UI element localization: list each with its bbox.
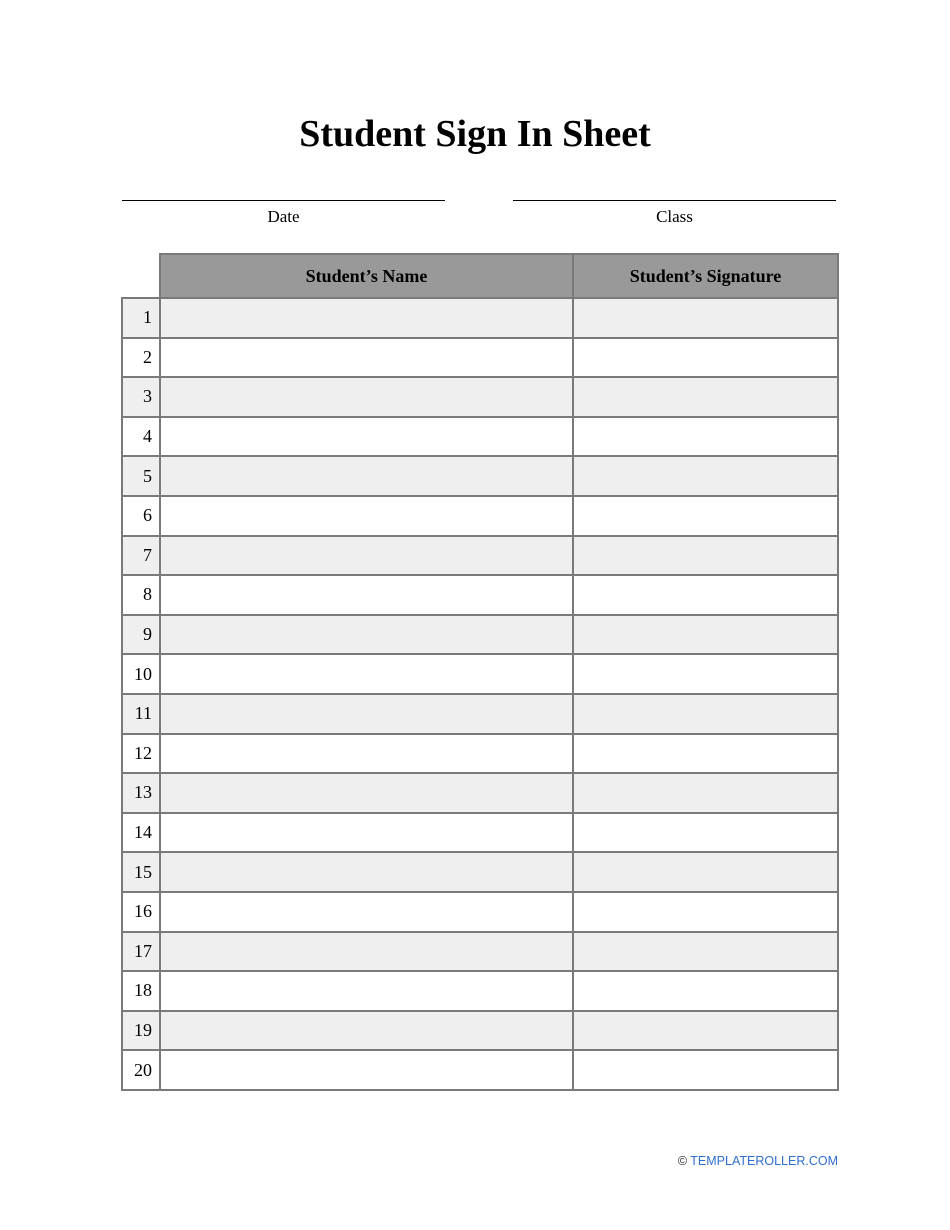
student-signature-cell[interactable] [573,892,838,932]
row-number: 15 [122,852,160,892]
class-field[interactable] [513,200,836,227]
student-signature-cell[interactable] [573,932,838,972]
class-underline[interactable] [513,200,836,201]
table-row [122,813,838,853]
student-name-cell[interactable] [160,615,573,655]
row-number: 4 [122,417,160,457]
row-number: 1 [122,298,160,338]
row-number: 8 [122,575,160,615]
student-signature-cell[interactable] [573,536,838,576]
student-name-cell[interactable] [160,734,573,774]
footer-credit [678,1154,838,1168]
student-name-cell[interactable] [160,496,573,536]
student-signature-cell[interactable] [573,496,838,536]
table-row [122,298,838,338]
student-signature-cell[interactable] [573,694,838,734]
student-name-cell[interactable] [160,694,573,734]
sign-in-table [121,253,839,1091]
student-signature-cell[interactable] [573,377,838,417]
student-signature-cell[interactable] [573,654,838,694]
row-number: 12 [122,734,160,774]
student-signature-cell[interactable] [573,615,838,655]
student-name-cell[interactable] [160,377,573,417]
row-number: 20 [122,1050,160,1090]
student-signature-cell[interactable] [573,734,838,774]
student-name-cell[interactable] [160,298,573,338]
student-signature-cell[interactable] [573,298,838,338]
table-row [122,338,838,378]
class-label: Class [656,207,693,226]
table-header-row [122,254,838,298]
row-number: 19 [122,1011,160,1051]
table-row [122,654,838,694]
table-row [122,377,838,417]
student-signature-cell[interactable] [573,1050,838,1090]
student-signature-cell[interactable] [573,456,838,496]
templateroller-link[interactable]: TEMPLATEROLLER.COM [690,1154,838,1168]
student-name-cell[interactable] [160,773,573,813]
student-name-cell[interactable] [160,852,573,892]
table-row [122,892,838,932]
row-number: 18 [122,971,160,1011]
table-row [122,456,838,496]
student-signature-cell[interactable] [573,971,838,1011]
student-name-cell[interactable] [160,813,573,853]
student-name-cell[interactable] [160,456,573,496]
table-row [122,1011,838,1051]
row-number: 5 [122,456,160,496]
page-title: Student Sign In Sheet [299,113,651,155]
row-number: 14 [122,813,160,853]
header-student-signature: Student’s Signature [573,254,838,298]
student-signature-cell[interactable] [573,813,838,853]
row-number: 3 [122,377,160,417]
student-name-cell[interactable] [160,338,573,378]
table-row [122,496,838,536]
table-row [122,932,838,972]
student-name-cell[interactable] [160,1050,573,1090]
student-name-cell[interactable] [160,892,573,932]
table-row [122,417,838,457]
row-number: 7 [122,536,160,576]
table-row [122,773,838,813]
date-label: Date [267,207,300,226]
row-number: 6 [122,496,160,536]
header-student-name: Student’s Name [160,254,573,298]
student-signature-cell[interactable] [573,852,838,892]
table-row [122,734,838,774]
row-number: 10 [122,654,160,694]
table-row [122,575,838,615]
student-signature-cell[interactable] [573,338,838,378]
header-corner [122,254,160,298]
student-signature-cell[interactable] [573,773,838,813]
row-number: 9 [122,615,160,655]
student-name-cell[interactable] [160,932,573,972]
student-name-cell[interactable] [160,1011,573,1051]
student-name-cell[interactable] [160,417,573,457]
copyright-icon: © [677,1154,688,1168]
student-signature-cell[interactable] [573,575,838,615]
date-field[interactable] [122,200,445,227]
table-row [122,971,838,1011]
student-name-cell[interactable] [160,575,573,615]
row-number: 13 [122,773,160,813]
table-row [122,852,838,892]
student-name-cell[interactable] [160,536,573,576]
student-name-cell[interactable] [160,654,573,694]
date-underline[interactable] [122,200,445,201]
row-number: 2 [122,338,160,378]
table-row [122,1050,838,1090]
student-signature-cell[interactable] [573,1011,838,1051]
student-signature-cell[interactable] [573,417,838,457]
table-row [122,615,838,655]
row-number: 17 [122,932,160,972]
row-number: 11 [122,694,160,734]
table-row [122,536,838,576]
row-number: 16 [122,892,160,932]
table-row [122,694,838,734]
student-name-cell[interactable] [160,971,573,1011]
